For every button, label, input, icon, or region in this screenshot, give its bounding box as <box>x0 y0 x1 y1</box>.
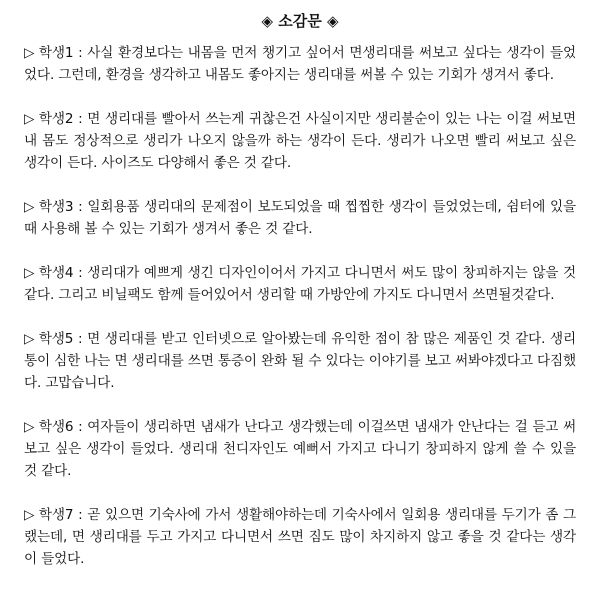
entry-text: 면 생리대를 받고 인터넷으로 알아봤는데 유익한 점이 참 많은 제품인 것 같다. 생리통이 심한 나는 면 생리대를 쓰면 통증이 완화 될 수 있다는 이야기를 보고 써봐야겠다고 다짐했다. 고맙습니다. <box>24 331 576 391</box>
entry-text: 면 생리대를 빨아서 쓰는게 귀찮은건 사실이지만 생리불순이 있는 나는 이걸 써보면 내 몸도 정상적으로 생리가 나오지 않을까 하는 생각이 든다. 생리가 나오면 빨리 써보고 싶은 생각이 든다. 사이즈도 다양해서 좋은 것 같다. <box>24 111 576 171</box>
entry-label: 학생6 : <box>38 419 83 435</box>
entry-student-3 <box>24 196 576 240</box>
triangle-marker-icon: ▷ <box>24 111 35 127</box>
entry-student-6 <box>24 416 576 482</box>
triangle-marker-icon: ▷ <box>24 331 35 347</box>
entry-label: 학생2 : <box>38 111 83 127</box>
entry-student-4 <box>24 262 576 306</box>
triangle-marker-icon: ▷ <box>24 507 35 523</box>
triangle-marker-icon: ▷ <box>24 199 35 215</box>
triangle-marker-icon: ▷ <box>24 419 35 435</box>
document-title: ◈ 소감문 ◈ <box>261 12 339 30</box>
entry-student-7 <box>24 504 576 570</box>
entry-label: 학생5 : <box>38 331 83 347</box>
entry-label: 학생3 : <box>38 199 83 215</box>
entry-student-2 <box>24 108 576 174</box>
entry-student-1 <box>24 42 576 86</box>
entry-label: 학생4 : <box>38 265 83 281</box>
entry-label: 학생1 : <box>38 45 83 61</box>
triangle-marker-icon: ▷ <box>24 45 35 61</box>
entry-label: 학생7 : <box>38 507 83 523</box>
entry-text: 일회용품 생리대의 문제점이 보도되었을 때 찝찝한 생각이 들었었는데, 쉼터에 있을 때 사용해 볼 수 있는 기회가 생겨서 좋은 것 같다. <box>24 199 576 237</box>
triangle-marker-icon: ▷ <box>24 265 35 281</box>
entry-text: 곧 있으면 기숙사에 가서 생활해야하는데 기숙사에서 일회용 생리대를 두기가 좀 그랬는데, 면 생리대를 두고 가지고 다니면서 쓰면 짐도 많이 차지하지 않고 좋을 것 같다는 생각이 들었다. <box>24 507 576 567</box>
entry-student-5 <box>24 328 576 394</box>
entry-text: 생리대가 예쁘게 생긴 디자인이어서 가지고 다니면서 써도 많이 창피하지는 않을 것 같다. 그리고 비닐팩도 함께 들어있어서 생리할 때 가방안에 가지도 다니면서 쓰면될것같다. <box>24 265 576 303</box>
entry-text: 여자들이 생리하면 냄새가 난다고 생각했는데 이걸쓰면 냄새가 안난다는 걸 듣고 써보고 싶은 생각이 들었다. 생리대 천디자인도 예뻐서 가지고 다니기 창피하지 않게 쓸 수 있을 것 같다. <box>24 419 576 479</box>
entry-text: 사실 환경보다는 내몸을 먼저 챙기고 싶어서 면생리대를 써보고 싶다는 생각이 들었었다. 그런데, 환경을 생각하고 내몸도 좋아지는 생리대를 써볼 수 있는 기회가 생겨서 좋다. <box>24 45 576 83</box>
